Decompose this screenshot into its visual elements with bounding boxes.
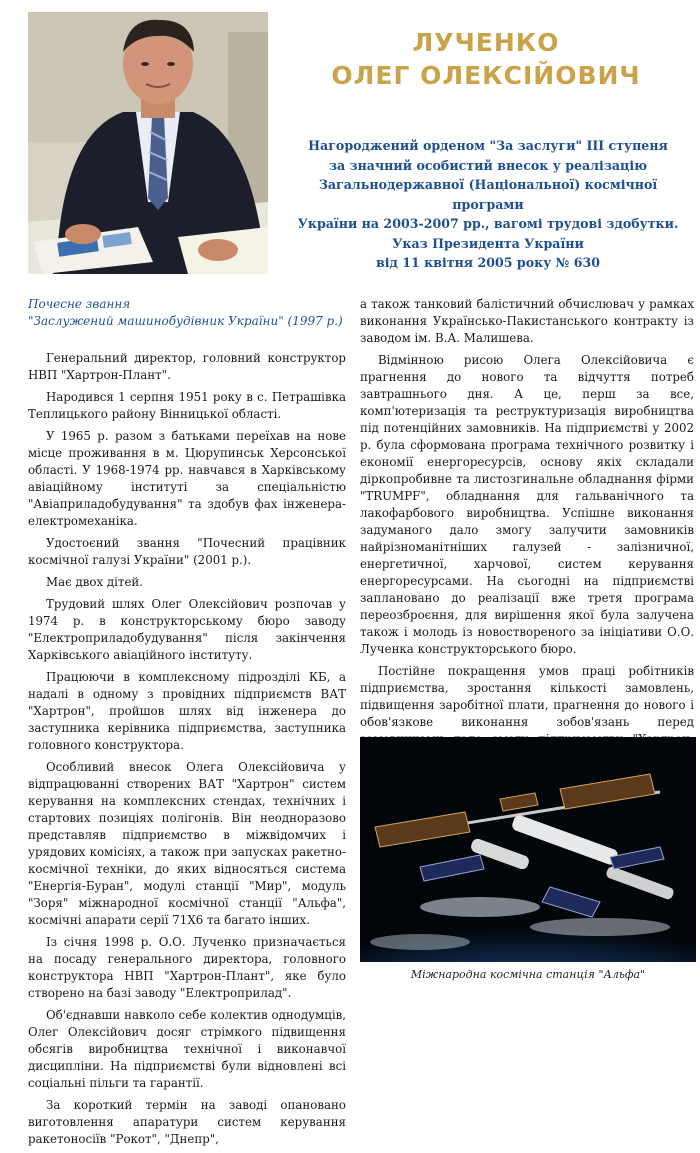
paragraph: Із січня 1998 р. О.О. Лученко призначається на посаду генерального директора, головного конструктора НВП "Хартрон-Плант", яке було створено на базі заводу "Електроприлад". — [28, 935, 346, 1000]
paragraph: Постійне покращення умов праці робітників підприємства, зростання кількості замовлень, підвищення заробітної плати, прагнення до нового і обов'язкове виконання зобов'язань перед — [360, 664, 694, 729]
paragraph: Працюючи в комплексному підрозділі КБ, а надалі в одному з провідних підприємств ВАТ "Хартрон", пройшов шлях від інженера до заступника керівника підприємства, заступника головного конструктора. — [28, 670, 346, 752]
paragraph: За короткий термін на заводі опановано виготовлення апаратури систем керування ракетоносіїв "Рокот", "Днепр", — [28, 1098, 346, 1146]
portrait-illustration — [28, 12, 268, 274]
space-station-illustration — [360, 737, 696, 962]
photo-caption: Міжнародна космічна станція "Альфа" — [410, 968, 646, 981]
award-statement — [290, 136, 686, 273]
award-line: Указ Президента України — [392, 235, 584, 251]
paragraph: а також танковий балістичний обчислювач у рамках виконання Українсько-Пакистанського контракту із заводом ім. В.А. Малишева. — [360, 297, 694, 345]
name-given: ОЛЕГ ОЛЕКСІЙОВИЧ — [331, 61, 641, 90]
paragraph: Об'єднавши навколо себе колектив однодумців, Олег Олексійович досяг стрімкого підвищення обсягів виробництва технічної і виконавчої дисципліни. На підприємстві були відновлені всі соціальні пільги та гарантії. — [28, 1008, 346, 1090]
honorary-title-value: "Заслужений машинобудівник України" (1997 р.) — [28, 314, 343, 328]
portrait-photo — [28, 12, 268, 274]
award-line: України на 2003-2007 рр., вагомі трудові здобутки. — [297, 216, 679, 231]
award-line: Нагороджений орденом "За заслуги" ІІІ ступеня — [308, 138, 668, 153]
person-name — [286, 26, 686, 92]
paragraph: Відмінною рисою Олега Олексійовича є прагнення до нового та відчуття потреб завтрашнього дня. А це, перш за все, комп'ютеризація та реструктуризація виробництва під потенційних замовників. На підприємстві у 2002 р. була сформована програма технічного розвитку і економії енергоресурсів, основу якіх складали діркопробивне та листозгинальне обладнання фірми "TRUMPF", обладнання для гальванічного та лакофарбового виробництва. Успішне виконання задуманого дало змогу залучити замовників найрізноманітніших галузей - залізничної, енергетичної, харчової, систем керування енергоресурсами. На сьогодні на підприємстві заплановано до реалізації вже третя програма переозброєння, для вирішення якої була залучена також і молодь із новоствореного за ініціативи О.О. Лученка конструкторського бюро. — [360, 353, 694, 656]
paragraph: Особливий внесок Олега Олексійовича у відпрацюванні створених ВАТ "Хартрон" систем керування на комплексних стендах, технічних і стартових позиціях полігонів. Він неодноразово представляв підприємство в міжвідомчих і урядових комісіях, а також при запусках ракетно-космічної техніки, до яких відносяться система "Енергія-Буран", модулі станції "Мир", модуль "Зоря" міжнародної космічної станції "Альфа", космічні апарати серії 71Х6 та багато інших. — [28, 760, 346, 927]
paragraph: Трудовий шлях Олег Олексійович розпочав у 1974 р. в конструкторському бюро заводу "Електроприладобудування" після закінчення Харківського авіаційного інституту. — [28, 597, 346, 662]
paragraph: Народився 1 серпня 1951 року в с. Петрашівка Теплицького району Вінницької області. — [28, 390, 346, 421]
name-surname: ЛУЧЕНКО — [412, 28, 560, 57]
biography-right-column — [360, 296, 694, 804]
honorary-title — [28, 296, 348, 330]
paragraph: У 1965 р. разом з батьками переїхав на нове місце проживання в м. Цюрупинськ Херсонської області. У 1968-1974 рр. навчався в Харківському авіаційному інституті за спеціальністю "Авіаприладобудування" та здобув фах інженера-електромеханіка. — [28, 429, 346, 528]
award-line: від 11 квітня 2005 року № 630 — [375, 255, 601, 270]
paragraph: Удостоєний звання "Почесний працівник космічної галузі України" (2001 р.). — [28, 536, 346, 567]
biography-left-column — [28, 350, 346, 1153]
award-line: за значний особистий внесок у реалізацію — [328, 157, 648, 173]
paragraph: Має двох дітей. — [46, 575, 144, 589]
honorary-title-label: Почесне звання — [28, 297, 131, 311]
award-line: Загальнодержавної (Національної) космічної програми — [318, 177, 658, 212]
paragraph: Генеральний директор, головний конструктор НВП "Хартрон-Плант". — [28, 351, 346, 382]
space-station-photo — [360, 737, 696, 962]
